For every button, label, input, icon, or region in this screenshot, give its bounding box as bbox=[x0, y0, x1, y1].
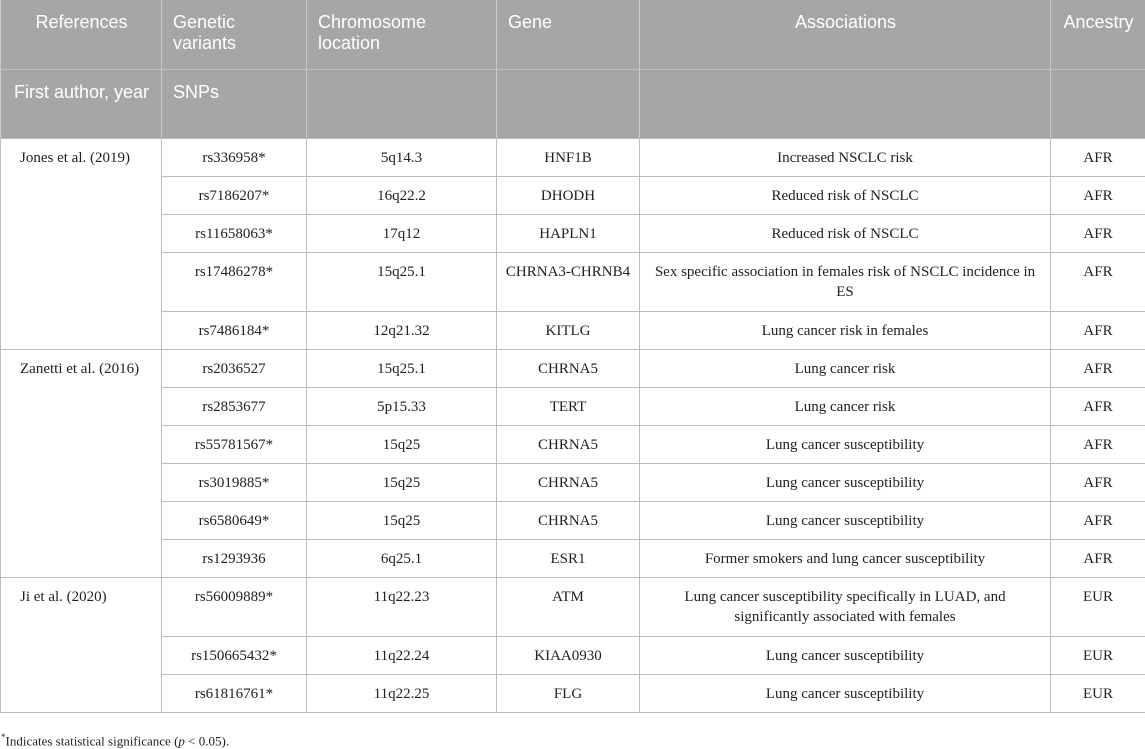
chromosome-location-cell: 5p15.33 bbox=[307, 388, 497, 426]
subheader-empty bbox=[497, 70, 640, 139]
association-cell: Increased NSCLC risk bbox=[640, 139, 1051, 177]
snp-cell: rs7486184* bbox=[162, 312, 307, 350]
gene-cell: ATM bbox=[497, 578, 640, 637]
gene-cell: KITLG bbox=[497, 312, 640, 350]
snp-cell: rs61816761* bbox=[162, 675, 307, 713]
ancestry-cell: AFR bbox=[1051, 253, 1145, 312]
subheader-empty bbox=[640, 70, 1051, 139]
ancestry-cell: AFR bbox=[1051, 139, 1145, 177]
chromosome-location-cell: 11q22.24 bbox=[307, 637, 497, 675]
chromosome-location-cell: 15q25.1 bbox=[307, 253, 497, 312]
chromosome-location-cell: 12q21.32 bbox=[307, 312, 497, 350]
snp-cell: rs2853677 bbox=[162, 388, 307, 426]
header-genetic-variants: Genetic variants bbox=[162, 0, 307, 70]
gene-cell: DHODH bbox=[497, 177, 640, 215]
chromosome-location-cell: 11q22.23 bbox=[307, 578, 497, 637]
snp-cell: rs150665432* bbox=[162, 637, 307, 675]
chromosome-location-cell: 15q25 bbox=[307, 426, 497, 464]
association-cell: Reduced risk of NSCLC bbox=[640, 215, 1051, 253]
association-cell: Lung cancer susceptibility bbox=[640, 426, 1051, 464]
snp-cell: rs3019885* bbox=[162, 464, 307, 502]
ancestry-cell: AFR bbox=[1051, 426, 1145, 464]
header-references: References bbox=[1, 0, 162, 70]
association-cell: Lung cancer susceptibility specifically in LUAD, and significantly associated with females bbox=[640, 578, 1051, 637]
subheader-empty bbox=[307, 70, 497, 139]
association-cell: Lung cancer susceptibility bbox=[640, 675, 1051, 713]
table-row bbox=[1, 215, 1145, 253]
chromosome-location-cell: 16q22.2 bbox=[307, 177, 497, 215]
gene-cell: CHRNA3-CHRNB4 bbox=[497, 253, 640, 312]
chromosome-location-cell: 6q25.1 bbox=[307, 540, 497, 578]
gene-cell: HAPLN1 bbox=[497, 215, 640, 253]
chromosome-location-cell: 15q25.1 bbox=[307, 350, 497, 388]
subheader-empty bbox=[1051, 70, 1145, 139]
association-cell: Lung cancer susceptibility bbox=[640, 464, 1051, 502]
ancestry-cell: EUR bbox=[1051, 637, 1145, 675]
table-footnote bbox=[1, 729, 229, 749]
snp-cell: rs2036527 bbox=[162, 350, 307, 388]
snp-cell: rs55781567* bbox=[162, 426, 307, 464]
footnote-p-symbol: p bbox=[178, 733, 185, 748]
association-cell: Former smokers and lung cancer susceptibility bbox=[640, 540, 1051, 578]
table-row bbox=[1, 637, 1145, 675]
association-cell: Lung cancer susceptibility bbox=[640, 637, 1051, 675]
association-cell: Lung cancer risk bbox=[640, 350, 1051, 388]
table-row bbox=[1, 350, 1145, 388]
gene-cell: CHRNA5 bbox=[497, 426, 640, 464]
association-cell: Sex specific association in females risk of NSCLC incidence in ES bbox=[640, 253, 1051, 312]
ancestry-cell: AFR bbox=[1051, 350, 1145, 388]
ancestry-cell: AFR bbox=[1051, 177, 1145, 215]
gene-cell: ESR1 bbox=[497, 540, 640, 578]
header-ancestry: Ancestry bbox=[1051, 0, 1145, 70]
reference-cell: Zanetti et al. (2016) bbox=[1, 350, 162, 578]
chromosome-location-cell: 11q22.25 bbox=[307, 675, 497, 713]
snp-cell: rs11658063* bbox=[162, 215, 307, 253]
ancestry-cell: AFR bbox=[1051, 502, 1145, 540]
subheader-row bbox=[1, 70, 1145, 139]
header-associations: Associations bbox=[640, 0, 1051, 70]
ancestry-cell: AFR bbox=[1051, 215, 1145, 253]
gene-cell: CHRNA5 bbox=[497, 350, 640, 388]
ancestry-cell: AFR bbox=[1051, 388, 1145, 426]
gene-cell: TERT bbox=[497, 388, 640, 426]
footnote-text-before: Indicates statistical significance ( bbox=[6, 733, 179, 748]
chromosome-location-cell: 15q25 bbox=[307, 464, 497, 502]
subheader-snps: SNPs bbox=[162, 70, 307, 139]
snp-cell: rs7186207* bbox=[162, 177, 307, 215]
chromosome-location-cell: 17q12 bbox=[307, 215, 497, 253]
chromosome-location-cell: 5q14.3 bbox=[307, 139, 497, 177]
gene-cell: CHRNA5 bbox=[497, 464, 640, 502]
reference-cell: Ji et al. (2020) bbox=[1, 578, 162, 713]
ancestry-cell: AFR bbox=[1051, 312, 1145, 350]
table-body bbox=[1, 139, 1145, 713]
ancestry-cell: AFR bbox=[1051, 464, 1145, 502]
ancestry-cell: EUR bbox=[1051, 578, 1145, 637]
ancestry-cell: AFR bbox=[1051, 540, 1145, 578]
ancestry-cell: EUR bbox=[1051, 675, 1145, 713]
table-row bbox=[1, 540, 1145, 578]
table-row bbox=[1, 675, 1145, 713]
gene-cell: KIAA0930 bbox=[497, 637, 640, 675]
footnote-text-after: < 0.05). bbox=[185, 733, 229, 748]
header-gene: Gene bbox=[497, 0, 640, 70]
header-chromosome-location: Chromosome location bbox=[307, 0, 497, 70]
snp-cell: rs6580649* bbox=[162, 502, 307, 540]
table-row bbox=[1, 312, 1145, 350]
table-row bbox=[1, 253, 1145, 312]
chromosome-location-cell: 15q25 bbox=[307, 502, 497, 540]
subheader-first-author-year: First author, year bbox=[1, 70, 162, 139]
table-row bbox=[1, 139, 1145, 177]
gene-cell: FLG bbox=[497, 675, 640, 713]
snp-cell: rs56009889* bbox=[162, 578, 307, 637]
footnote-marker: * bbox=[1, 732, 6, 742]
snp-cell: rs336958* bbox=[162, 139, 307, 177]
association-cell: Lung cancer risk in females bbox=[640, 312, 1051, 350]
association-cell: Lung cancer susceptibility bbox=[640, 502, 1051, 540]
table-row bbox=[1, 177, 1145, 215]
table-row bbox=[1, 502, 1145, 540]
gene-cell: CHRNA5 bbox=[497, 502, 640, 540]
snp-cell: rs1293936 bbox=[162, 540, 307, 578]
table-row bbox=[1, 464, 1145, 502]
reference-cell: Jones et al. (2019) bbox=[1, 139, 162, 350]
table-row bbox=[1, 578, 1145, 637]
snp-cell: rs17486278* bbox=[162, 253, 307, 312]
association-cell: Reduced risk of NSCLC bbox=[640, 177, 1051, 215]
header-row bbox=[1, 0, 1145, 70]
table-row bbox=[1, 388, 1145, 426]
association-cell: Lung cancer risk bbox=[640, 388, 1051, 426]
table-row bbox=[1, 426, 1145, 464]
gene-cell: HNF1B bbox=[497, 139, 640, 177]
table-header bbox=[1, 0, 1145, 139]
